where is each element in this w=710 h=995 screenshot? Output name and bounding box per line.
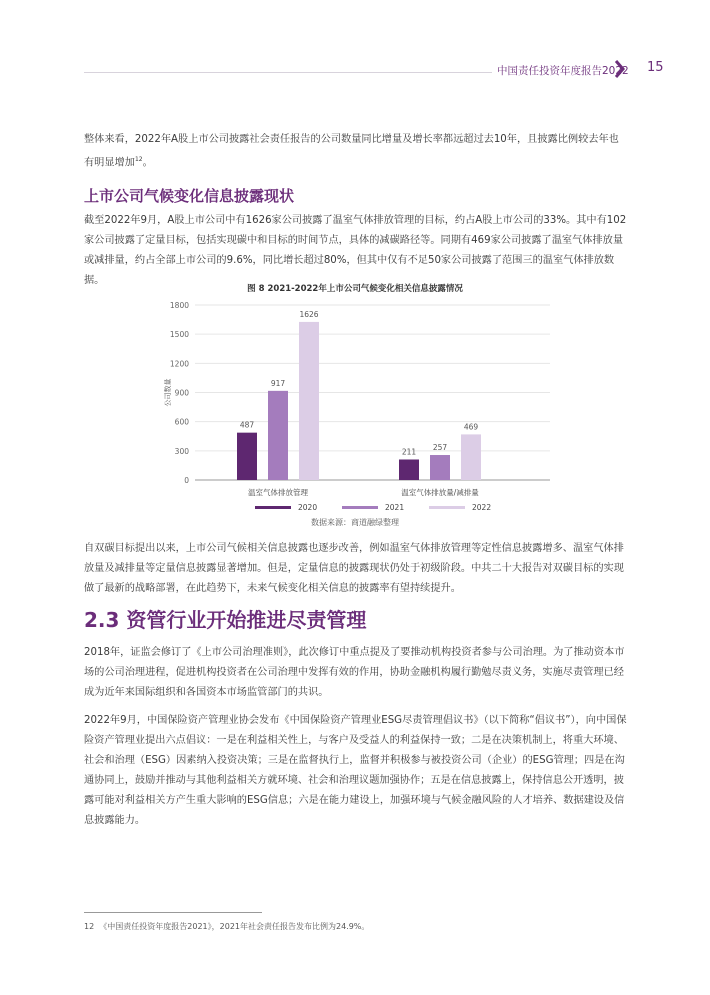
y-tick-label: 300 bbox=[174, 446, 189, 456]
x-tick-label: 温室气体排放管理 bbox=[248, 488, 308, 497]
data-label: 917 bbox=[270, 378, 286, 388]
y-tick-label: 900 bbox=[174, 388, 189, 398]
bar-chart bbox=[150, 295, 560, 517]
section-heading-climate: 上市公司气候变化信息披露现状 bbox=[84, 187, 295, 205]
bar-2022-1 bbox=[299, 322, 319, 480]
data-label: 487 bbox=[239, 420, 255, 430]
data-label: 469 bbox=[463, 422, 479, 432]
climate-paragraph-2: 自双碳目标提出以来，上市公司气候相关信息披露也逐步改善，例如温室气体排放管理等定性信息披露增多、温室气体排放量及减排量等定量信息披露显著增加。但是，定量信息的披露现状仍处于初级阶段。中共二十大报告对双碳目标的实现做了最新的战略部署，在此趋势下，未来气候变化相关信息的披露率有望持续提升。 bbox=[84, 543, 624, 594]
y-tick-label: 1500 bbox=[169, 330, 189, 340]
climate-paragraph-1: 截至2022年9月，A股上市公司中有1626家公司披露了温室气体排放管理的目标，约占A股上市公司的33%。其中有102家公司披露了定量目标，包括实现碳中和目标的时间节点，具体的减碳路径等。同期有469家公司披露了温室气体排放量或减排量，约占全部上市公司的9.6%，同比增长超过80%，但其中仅有不足50家公司披露了范围三的温室气体排放数据。 bbox=[84, 215, 627, 286]
footnote bbox=[84, 921, 369, 932]
chart-title: 图 8 2021-2022年上市公司气候变化相关信息披露情况 bbox=[247, 284, 463, 294]
data-label: 257 bbox=[432, 443, 448, 453]
chart-source: 数据来源：商道融绿整理 bbox=[311, 518, 399, 527]
legend-label: 2021 bbox=[385, 503, 405, 512]
y-tick-label: 1200 bbox=[169, 359, 189, 369]
bar-2021-1 bbox=[268, 391, 288, 480]
bar-2020-1 bbox=[237, 433, 257, 480]
chevron-right-icon bbox=[615, 60, 625, 78]
x-tick-label: 温室气体排放量/减排量 bbox=[401, 488, 479, 497]
intro-paragraph: 整体来看，2022年A股上市公司披露社会责任报告的公司数量同比增量及增长率都远超过去10年，且披露比例较去年也有明显增加$^{12}$。 bbox=[84, 134, 619, 169]
footnote-rule bbox=[84, 912, 262, 913]
intro-text: 整体来看，2022年A股上市公司披露社会责任报告的公司数量同比增量及增长率都远超过去10年，且披露比例较去年也有明显增加 bbox=[84, 134, 619, 169]
legend-swatch bbox=[342, 506, 378, 509]
y-tick-label: 1800 bbox=[169, 301, 189, 310]
data-label: 1626 bbox=[299, 309, 319, 319]
page-number: 15 bbox=[647, 60, 664, 75]
y-axis-label: 公司数量 bbox=[164, 378, 172, 407]
stewardship-paragraph-2: 2022年9月，中国保险资产管理业协会发布《中国保险资产管理业ESG尽责管理倡议书》（以下简称“倡议书”），向中国保险资产管理业提出六点倡议：一是在利益相关性上，与客户及受益人的利益保持一致；二是在决策机制上，将重大环境、社会和治理（ESG）因素纳入投资决策；三是在监督执行上，监督并积极参与被投资公司（企业）的ESG管理；四是在沟通协同上，鼓励并推动与其他利益相关方就环境、社会和治理议题加强协作；五是在信息披露上，保持信息公开透明，披露可能对利益相关方产生重大影响的ESG信息；六是在能力建设上，加强环境与气候金融风险的人才培养、数据建设及信息披露能力。 bbox=[84, 715, 627, 826]
header-rule bbox=[84, 72, 492, 73]
legend-label: 2022 bbox=[472, 503, 492, 512]
bar-2020-2 bbox=[399, 459, 419, 480]
legend-label: 2020 bbox=[298, 503, 318, 512]
footnote-ref[interactable]: 12 bbox=[134, 156, 143, 163]
section-heading-2-3: 2.3 资管行业开始推进尽责管理 bbox=[84, 608, 367, 632]
running-header-title: 中国责任投资年度报告2022 bbox=[497, 65, 629, 77]
legend-swatch bbox=[255, 506, 291, 509]
y-tick-label: 600 bbox=[174, 417, 189, 427]
legend-swatch bbox=[429, 506, 465, 509]
footnote-number: 12 bbox=[84, 922, 95, 931]
y-tick-label: 0 bbox=[184, 476, 189, 485]
bar-2021-2 bbox=[430, 455, 450, 480]
data-label: 211 bbox=[401, 447, 417, 457]
footnote-text: 《中国责任投资年度报告2021》，2021年社会责任报告发布比例为24.9%。 bbox=[99, 922, 370, 931]
stewardship-paragraph-1: 2018年，证监会修订了《上市公司治理准则》，此次修订中重点提及了要推动机构投资者参与公司治理。为了推动资本市场的公司治理进程，促进机构投资者在公司治理中发挥有效的作用，协助金融机构履行勤勉尽责义务，实施尽责管理已经成为近年来国际组织和各国资本市场监管部门的共识。 bbox=[84, 647, 625, 698]
bar-2022-2 bbox=[461, 434, 481, 480]
